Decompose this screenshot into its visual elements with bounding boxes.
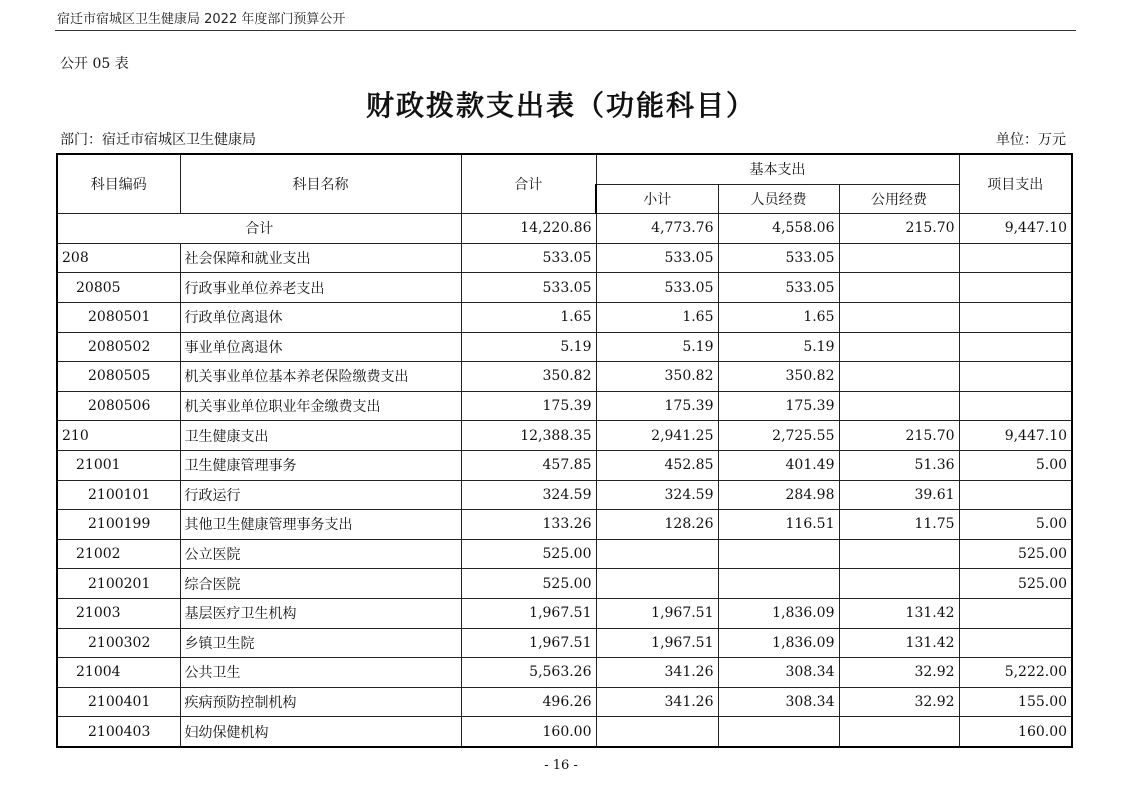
code-cell: 21001 xyxy=(57,450,180,480)
project-cell xyxy=(959,302,1072,332)
subtotal-cell: 533.05 xyxy=(596,243,718,273)
public-cell: 11.75 xyxy=(839,510,959,540)
public-cell: 32.92 xyxy=(839,658,959,688)
name-cell: 疾病预防控制机构 xyxy=(180,687,461,717)
total-cell: 525.00 xyxy=(461,569,596,599)
budget-table xyxy=(56,153,1073,748)
subtotal-cell: 533.05 xyxy=(596,273,718,303)
total-cell: 1.65 xyxy=(461,302,596,332)
table-row xyxy=(57,480,1072,510)
department-label: 部门：宿迁市宿城区卫生健康局 xyxy=(60,132,256,148)
subtotal-cell xyxy=(596,569,718,599)
total-cell: 496.26 xyxy=(461,687,596,717)
name-cell: 公立医院 xyxy=(180,539,461,569)
public-cell xyxy=(839,273,959,303)
table-row xyxy=(57,598,1072,628)
table-number: 公开 05 表 xyxy=(60,56,129,72)
personnel-cell xyxy=(718,539,839,569)
total-cell: 1,967.51 xyxy=(461,598,596,628)
total-cell: 160.00 xyxy=(461,717,596,747)
table-row xyxy=(57,243,1072,273)
table-row xyxy=(57,421,1072,451)
table-row xyxy=(57,362,1072,392)
code-cell: 210 xyxy=(57,421,180,451)
header-public: 公用经费 xyxy=(839,184,959,214)
personnel-cell: 4,558.06 xyxy=(718,214,839,244)
code-cell: 2080502 xyxy=(57,332,180,362)
public-cell: 32.92 xyxy=(839,687,959,717)
table-row xyxy=(57,569,1072,599)
personnel-cell: 1,836.09 xyxy=(718,598,839,628)
code-cell: 21004 xyxy=(57,658,180,688)
project-cell: 5,222.00 xyxy=(959,658,1072,688)
project-cell xyxy=(959,362,1072,392)
subtotal-cell: 452.85 xyxy=(596,450,718,480)
total-cell: 324.59 xyxy=(461,480,596,510)
header-personnel: 人员经费 xyxy=(718,184,839,214)
table-row xyxy=(57,332,1072,362)
personnel-cell: 116.51 xyxy=(718,510,839,540)
project-cell: 5.00 xyxy=(959,510,1072,540)
project-cell: 9,447.10 xyxy=(959,421,1072,451)
project-cell xyxy=(959,332,1072,362)
personnel-cell: 5.19 xyxy=(718,332,839,362)
name-cell: 行政运行 xyxy=(180,480,461,510)
public-cell xyxy=(839,569,959,599)
total-cell: 533.05 xyxy=(461,243,596,273)
subtotal-cell xyxy=(596,717,718,747)
subtotal-cell: 1,967.51 xyxy=(596,628,718,658)
personnel-cell: 308.34 xyxy=(718,658,839,688)
project-cell xyxy=(959,391,1072,421)
total-label: 合计 xyxy=(57,214,461,244)
table-row xyxy=(57,450,1072,480)
personnel-cell: 1,836.09 xyxy=(718,628,839,658)
table-row xyxy=(57,687,1072,717)
total-cell: 457.85 xyxy=(461,450,596,480)
personnel-cell: 401.49 xyxy=(718,450,839,480)
public-cell: 215.70 xyxy=(839,421,959,451)
code-cell: 2080505 xyxy=(57,362,180,392)
name-cell: 卫生健康支出 xyxy=(180,421,461,451)
public-cell: 131.42 xyxy=(839,598,959,628)
subtotal-cell: 324.59 xyxy=(596,480,718,510)
project-cell: 9,447.10 xyxy=(959,214,1072,244)
header-code: 科目编码 xyxy=(57,154,180,214)
project-cell xyxy=(959,243,1072,273)
running-head: 宿迁市宿城区卫生健康局 2022 年度部门预算公开 xyxy=(57,12,346,27)
name-cell: 行政事业单位养老支出 xyxy=(180,273,461,303)
project-cell: 525.00 xyxy=(959,569,1072,599)
table-row xyxy=(57,628,1072,658)
public-cell: 131.42 xyxy=(839,628,959,658)
personnel-cell xyxy=(718,569,839,599)
name-cell: 事业单位离退休 xyxy=(180,332,461,362)
public-cell xyxy=(839,391,959,421)
code-cell: 208 xyxy=(57,243,180,273)
project-cell xyxy=(959,273,1072,303)
public-cell xyxy=(839,302,959,332)
personnel-cell: 533.05 xyxy=(718,273,839,303)
table-row xyxy=(57,717,1072,747)
public-cell: 215.70 xyxy=(839,214,959,244)
name-cell: 其他卫生健康管理事务支出 xyxy=(180,510,461,540)
code-cell: 2100201 xyxy=(57,569,180,599)
code-cell: 20805 xyxy=(57,273,180,303)
public-cell: 39.61 xyxy=(839,480,959,510)
total-cell: 12,388.35 xyxy=(461,421,596,451)
personnel-cell: 308.34 xyxy=(718,687,839,717)
header-total: 合计 xyxy=(461,154,596,214)
public-cell xyxy=(839,332,959,362)
subtotal-cell: 2,941.25 xyxy=(596,421,718,451)
name-cell: 乡镇卫生院 xyxy=(180,628,461,658)
project-cell: 155.00 xyxy=(959,687,1072,717)
page-number: - 16 - xyxy=(544,758,578,773)
name-cell: 妇幼保健机构 xyxy=(180,717,461,747)
code-cell: 2080501 xyxy=(57,302,180,332)
name-cell: 公共卫生 xyxy=(180,658,461,688)
header-basic: 基本支出 xyxy=(596,154,959,184)
name-cell: 基层医疗卫生机构 xyxy=(180,598,461,628)
name-cell: 机关事业单位基本养老保险缴费支出 xyxy=(180,362,461,392)
subtotal-cell: 341.26 xyxy=(596,687,718,717)
subtotal-cell: 128.26 xyxy=(596,510,718,540)
subtotal-cell: 350.82 xyxy=(596,362,718,392)
header-subtotal: 小计 xyxy=(596,184,718,214)
total-cell: 350.82 xyxy=(461,362,596,392)
total-cell: 1,967.51 xyxy=(461,628,596,658)
total-cell: 5,563.26 xyxy=(461,658,596,688)
table-row xyxy=(57,391,1072,421)
project-cell: 160.00 xyxy=(959,717,1072,747)
total-cell: 14,220.86 xyxy=(461,214,596,244)
table-row xyxy=(57,539,1072,569)
name-cell: 机关事业单位职业年金缴费支出 xyxy=(180,391,461,421)
page-title: 财政拨款支出表（功能科目） xyxy=(365,89,756,122)
total-cell: 5.19 xyxy=(461,332,596,362)
code-cell: 2100199 xyxy=(57,510,180,540)
personnel-cell: 284.98 xyxy=(718,480,839,510)
personnel-cell: 175.39 xyxy=(718,391,839,421)
total-cell: 525.00 xyxy=(461,539,596,569)
subtotal-cell: 341.26 xyxy=(596,658,718,688)
code-cell: 21002 xyxy=(57,539,180,569)
code-cell: 2100101 xyxy=(57,480,180,510)
code-cell: 2100302 xyxy=(57,628,180,658)
name-cell: 卫生健康管理事务 xyxy=(180,450,461,480)
project-cell: 5.00 xyxy=(959,450,1072,480)
header-divider xyxy=(55,30,1076,31)
public-cell xyxy=(839,539,959,569)
public-cell xyxy=(839,362,959,392)
public-cell: 51.36 xyxy=(839,450,959,480)
table-row xyxy=(57,658,1072,688)
table-row xyxy=(57,273,1072,303)
personnel-cell xyxy=(718,717,839,747)
table-row xyxy=(57,302,1072,332)
subtotal-cell xyxy=(596,539,718,569)
subtotal-cell: 4,773.76 xyxy=(596,214,718,244)
name-cell: 社会保障和就业支出 xyxy=(180,243,461,273)
subtotal-cell: 1,967.51 xyxy=(596,598,718,628)
subtotal-cell: 175.39 xyxy=(596,391,718,421)
personnel-cell: 350.82 xyxy=(718,362,839,392)
code-cell: 21003 xyxy=(57,598,180,628)
personnel-cell: 1.65 xyxy=(718,302,839,332)
name-cell: 综合医院 xyxy=(180,569,461,599)
header-name: 科目名称 xyxy=(180,154,461,214)
public-cell xyxy=(839,243,959,273)
table-row xyxy=(57,510,1072,540)
total-cell: 175.39 xyxy=(461,391,596,421)
code-cell: 2080506 xyxy=(57,391,180,421)
code-cell: 2100403 xyxy=(57,717,180,747)
project-cell: 525.00 xyxy=(959,539,1072,569)
subtotal-cell: 5.19 xyxy=(596,332,718,362)
subtotal-cell: 1.65 xyxy=(596,302,718,332)
total-cell: 133.26 xyxy=(461,510,596,540)
public-cell xyxy=(839,717,959,747)
name-cell: 行政单位离退休 xyxy=(180,302,461,332)
personnel-cell: 533.05 xyxy=(718,243,839,273)
total-cell: 533.05 xyxy=(461,273,596,303)
project-cell xyxy=(959,598,1072,628)
header-project: 项目支出 xyxy=(959,154,1072,214)
code-cell: 2100401 xyxy=(57,687,180,717)
project-cell xyxy=(959,628,1072,658)
total-row xyxy=(57,214,1072,244)
personnel-cell: 2,725.55 xyxy=(718,421,839,451)
project-cell xyxy=(959,480,1072,510)
unit-label: 单位：万元 xyxy=(996,132,1066,148)
